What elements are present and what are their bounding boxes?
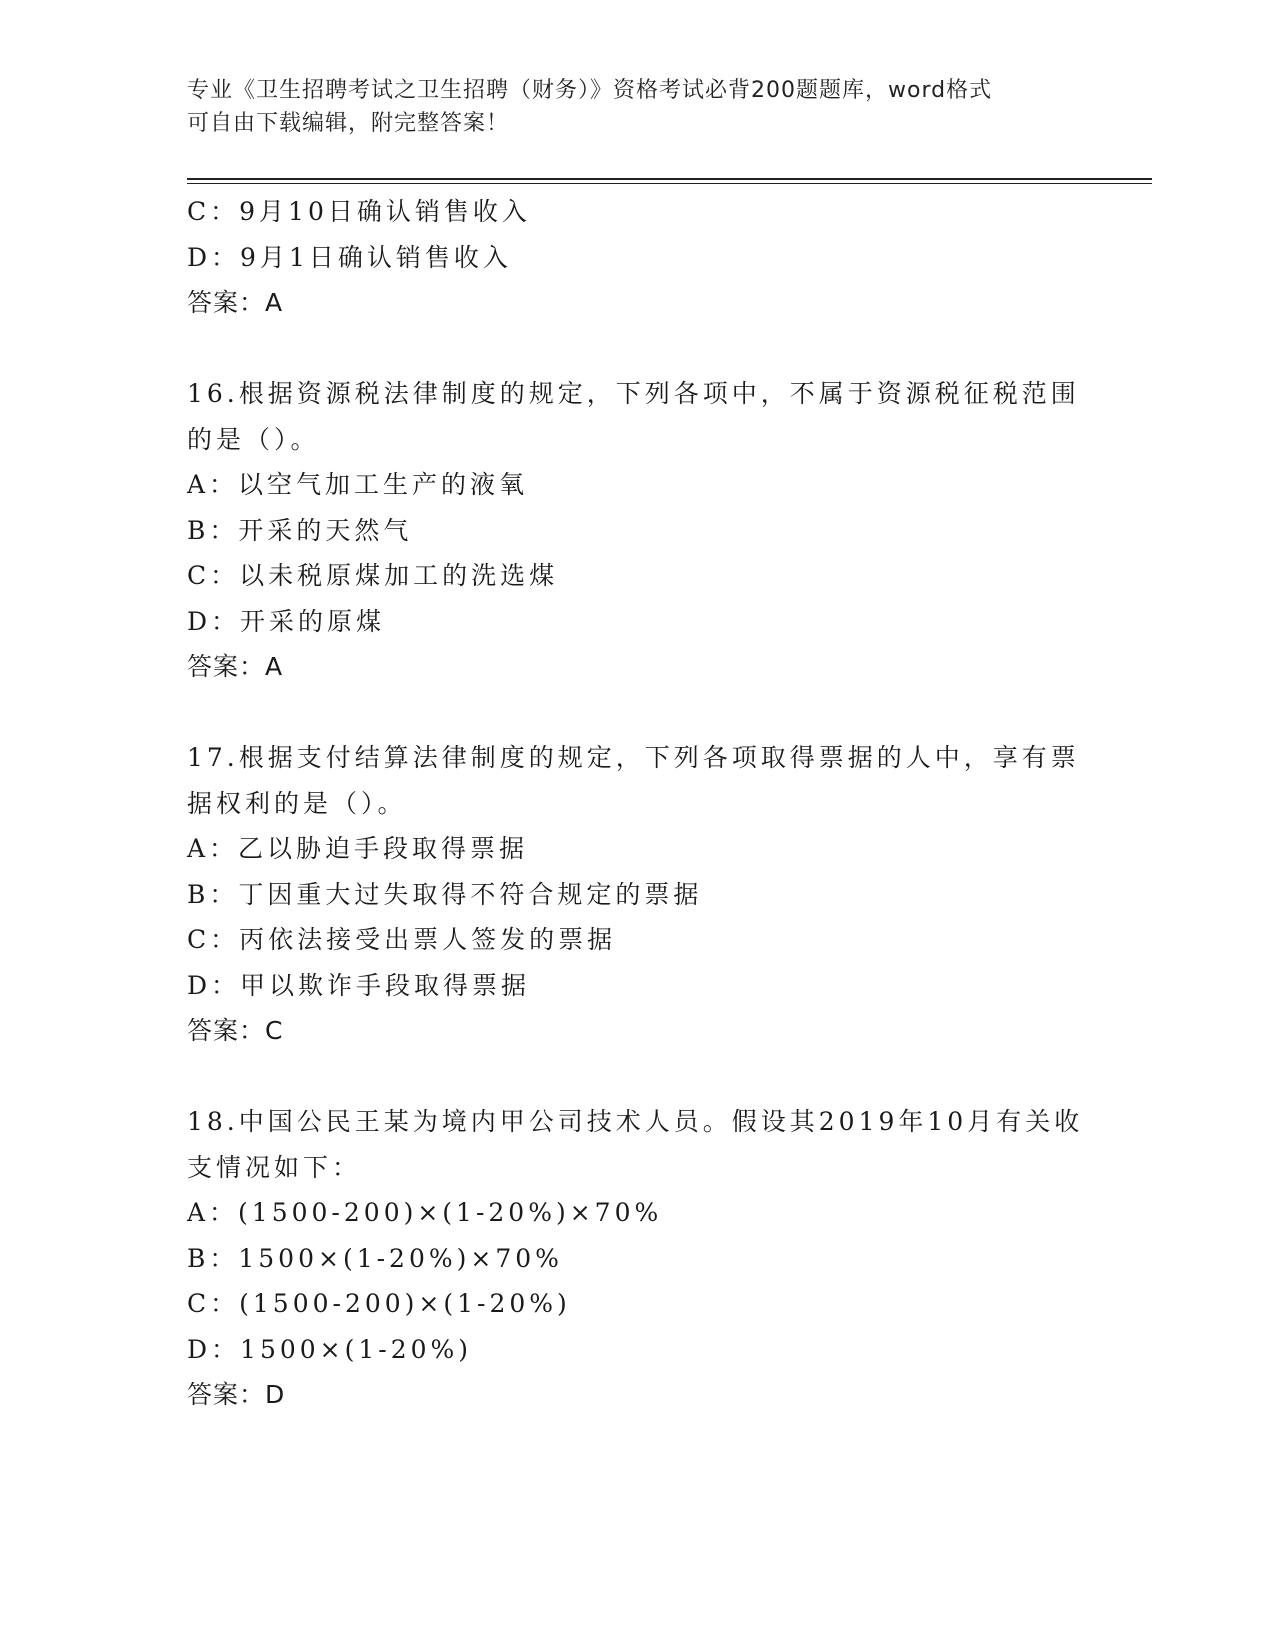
answer-label: 答案：D xyxy=(187,1380,286,1409)
spacer xyxy=(187,690,1087,736)
question-stem-continued: 的是（）。 xyxy=(187,424,320,454)
question-stem-continued: 据权利的是（）。 xyxy=(187,788,407,818)
header-title-line-1: 专业《卫生招聘考试之卫生招聘（财务）》资格考试必背200题题库，word格式 xyxy=(187,78,993,103)
answer-label: 答案：A xyxy=(187,288,284,317)
answer-label: 答案：A xyxy=(187,652,284,681)
option-d: D：9月1日确认销售收入 xyxy=(187,242,512,272)
question-15-continued xyxy=(187,189,1087,326)
document-header xyxy=(187,74,1067,140)
option-d: D：1500×(1-20%) xyxy=(187,1334,473,1364)
option-c: C：丙依法接受出票人签发的票据 xyxy=(187,925,617,954)
option-b: B：丁因重大过失取得不符合规定的票据 xyxy=(187,879,703,909)
question-stem-continued: 支情况如下： xyxy=(187,1152,362,1182)
spacer xyxy=(187,1054,1087,1100)
option-c: C：以未税原煤加工的洗选煤 xyxy=(187,561,559,590)
option-b: B：1500×(1-20%)×70% xyxy=(187,1243,563,1273)
question-stem: 17.根据支付结算法律制度的规定，下列各项取得票据的人中，享有票 xyxy=(187,743,1080,772)
option-a: A：以空气加工生产的液氧 xyxy=(187,470,529,499)
question-17 xyxy=(187,735,1087,1054)
option-c: C：(1500-200)×(1-20%) xyxy=(187,1289,571,1318)
question-stem: 16.根据资源税法律制度的规定，下列各项中，不属于资源税征税范围 xyxy=(187,379,1080,408)
option-d: D：开采的原煤 xyxy=(187,606,386,636)
option-c: C：9月10日确认销售收入 xyxy=(187,197,531,226)
spacer xyxy=(187,326,1087,372)
option-b: B：开采的天然气 xyxy=(187,515,413,545)
document-body xyxy=(187,189,1087,1418)
header-divider-thick xyxy=(187,178,1152,180)
option-a: A：乙以胁迫手段取得票据 xyxy=(187,834,529,863)
option-a: A：(1500-200)×(1-20%)×70% xyxy=(187,1198,663,1227)
header-title-line-2: 可自由下载编辑，附完整答案！ xyxy=(187,111,510,136)
answer-label: 答案：C xyxy=(187,1016,284,1045)
header-divider-thin xyxy=(187,183,1152,184)
question-stem: 18.中国公民王某为境内甲公司技术人员。假设其2019年10月有关收 xyxy=(187,1107,1084,1136)
question-18 xyxy=(187,1099,1087,1418)
option-d: D：甲以欺诈手段取得票据 xyxy=(187,970,531,1000)
question-16 xyxy=(187,371,1087,690)
